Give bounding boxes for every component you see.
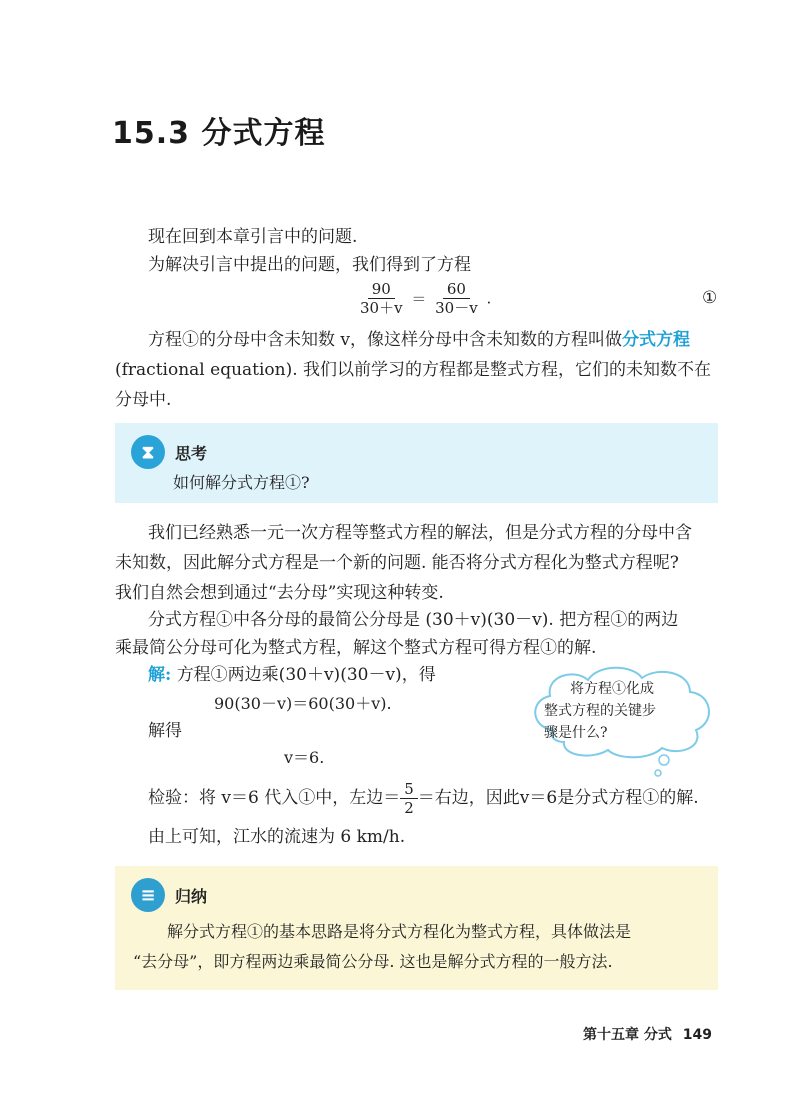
summary-box [115,866,718,990]
thought-cloud [522,660,720,756]
term-fractional-equation: 分式方程 [622,330,691,350]
cloud-text-2: 整式方程的关键步 [544,703,656,719]
solution-line-1 [148,660,436,691]
intro-line-2: 为解决引言中提出的问题，我们得到了方程 [148,255,471,275]
equation-end: . [486,289,492,308]
think-label: 思考 [175,444,208,463]
solution-label: 解: [148,665,172,685]
para2-line-3: 我们自然会想到通过“去分母”实现这种转变. [115,583,444,603]
summary-label: 归纳 [175,887,208,906]
fraction-numerator: 60 [443,280,470,299]
definition-line-2: (fractional equation). 我们以前学习的方程都是整式方程，它们的未知数不在 [115,360,712,380]
footer-page-number: 149 [682,1027,712,1043]
footer-chapter: 第十五章 分式 [583,1027,672,1043]
check-line [148,780,699,817]
conclusion: 由上可知，江水的流速为 6 km/h. [148,827,406,847]
solution-step1: 方程①两边乘(30＋v)(30－v)，得 [176,665,436,685]
definition-line-3: 分母中. [115,390,172,410]
fraction-denominator: 30－v [435,299,478,317]
summary-line-1: 解分式方程①的基本思路是将分式方程化为整式方程，具体做法是 [167,922,632,941]
books-icon: ≡ [131,878,165,912]
section-title: 15.3 分式方程 [112,116,326,151]
para2-line-1: 我们已经熟悉一元一次方程等整式方程的解法，但是分式方程的分母中含 [148,523,692,543]
fraction-denominator: 30＋v [360,299,403,317]
summary-line-2: “去分母”，即方程两边乘最简公分母. 这也是解分式方程的一般方法. [133,952,613,971]
para3-line-1: 分式方程①中各分母的最简公分母是 (30＋v)(30－v). 把方程①的两边 [148,610,679,630]
para3-line-2: 乘最简公分母可化为整式方程，解这个整式方程可得方程①的解. [115,638,597,658]
check-text-pre: 检验：将 v＝6 代入①中，左边＝ [148,788,401,808]
think-box [115,423,718,503]
cloud-text-1: 将方程①化成 [570,681,654,697]
fraction-numerator: 90 [368,280,395,299]
fraction-denominator: 2 [404,799,414,817]
fraction-numerator: 5 [400,780,418,799]
solution-solve-label: 解得 [148,721,182,741]
think-question: 如何解分式方程①? [173,473,310,492]
definition-text: 方程①的分母中含未知数 v，像这样分母中含未知数的方程叫做 [148,330,623,350]
fraction-five-halves [400,780,418,817]
fraction-lhs [356,280,407,317]
equals-sign: ＝ [411,290,427,308]
solution-equation-2: 90(30－v)＝60(30＋v). [214,694,392,713]
hourglass-icon: ⧗ [131,435,165,469]
solution-result: v＝6. [284,748,325,767]
page-footer [583,1024,712,1044]
fraction-rhs [431,280,482,317]
equation-1 [356,280,491,317]
definition-line-1 [148,325,690,356]
cloud-text-3: 骤是什么? [544,725,608,741]
intro-line-1: 现在回到本章引言中的问题. [148,227,358,247]
para2-line-2: 未知数，因此解分式方程是一个新的问题. 能否将分式方程化为整式方程呢? [115,553,679,573]
equation-tag: ① [702,288,718,308]
check-text-post: ＝右边，因此v＝6是分式方程①的解. [417,788,699,808]
